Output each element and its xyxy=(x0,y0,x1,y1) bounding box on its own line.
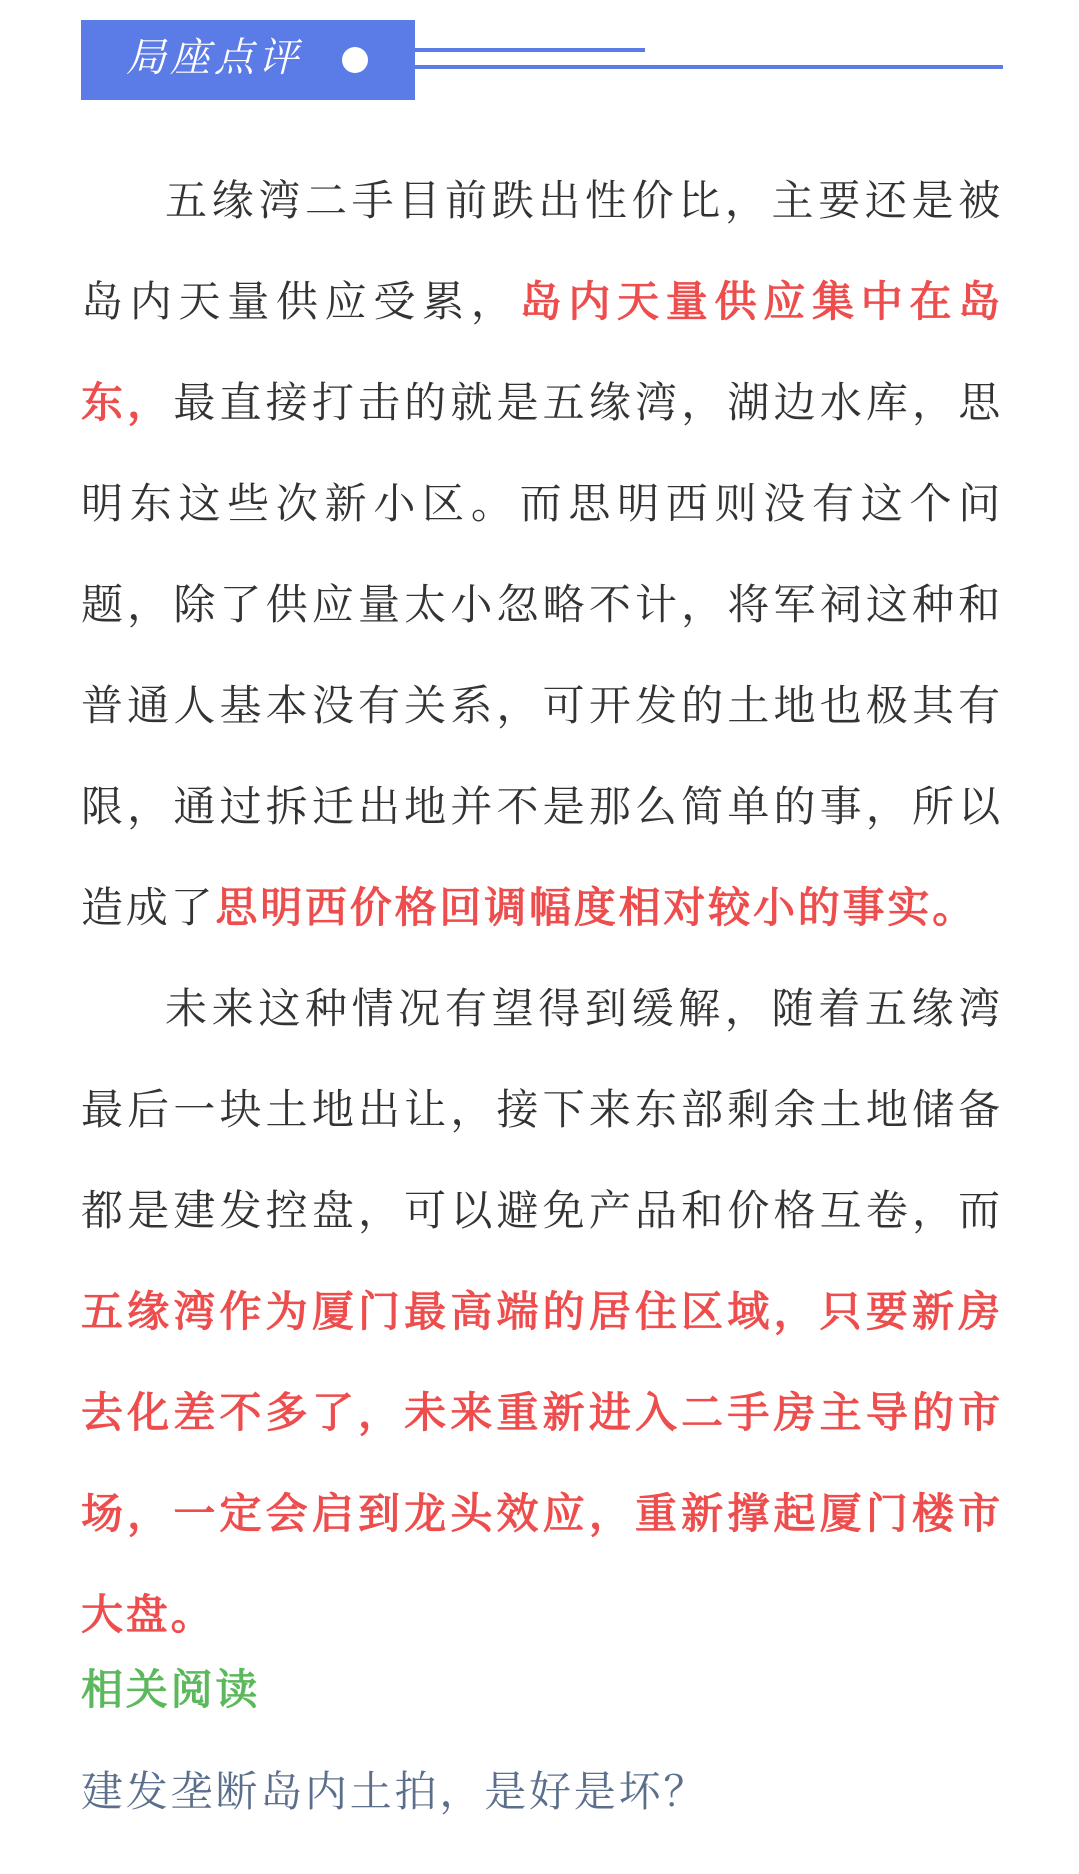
section-header-badge xyxy=(81,20,415,100)
paragraph-1-text-b: 最直接打击的就是五缘湾，湖边水库，思明东这些次新小区。而思明西则没有这个问题，除了供应量太小忽略不计，将军祠这种和普通人基本没有关系，可开发的土地也极其有限，通过拆迁出地并不是那么简单的事，所以造成了 xyxy=(81,378,1003,932)
related-reading-title: 相关阅读 xyxy=(81,1665,261,1714)
section-title: 局座点评 xyxy=(126,35,302,81)
paragraph-2-text-a: 未来这种情况有望得到缓解，随着五缘湾最后一块土地出让，接下来东部剩余土地储备都是建发控盘，可以避免产品和价格互卷，而 xyxy=(81,984,1003,1235)
article-paragraph-1 xyxy=(81,150,1003,958)
header-divider-short xyxy=(415,48,645,52)
article-paragraph-2 xyxy=(81,958,1003,1665)
paragraph-1-highlight-a: 岛内天量供应集中在岛东， xyxy=(81,277,1003,427)
paragraph-2-highlight-a: 五缘湾作为厦门最高端的居住区域，只要新房去化差不多了，未来重新进入二手房主导的市场，一定会启到龙头效应，重新撑起厦门楼市大盘。 xyxy=(81,1287,1003,1639)
section-header xyxy=(81,20,1003,100)
paragraph-1-text-a: 五缘湾二手目前跌出性价比，主要还是被岛内天量供应受累， xyxy=(81,176,1003,326)
article-body xyxy=(81,150,1003,1665)
dot-icon xyxy=(342,47,368,73)
paragraph-1-highlight-b: 思明西价格回调幅度相对较小的事实。 xyxy=(215,883,978,932)
header-divider-long xyxy=(415,65,1003,69)
related-article-link[interactable]: 建发垄断岛内土拍，是好是坏？ xyxy=(81,1767,709,1816)
